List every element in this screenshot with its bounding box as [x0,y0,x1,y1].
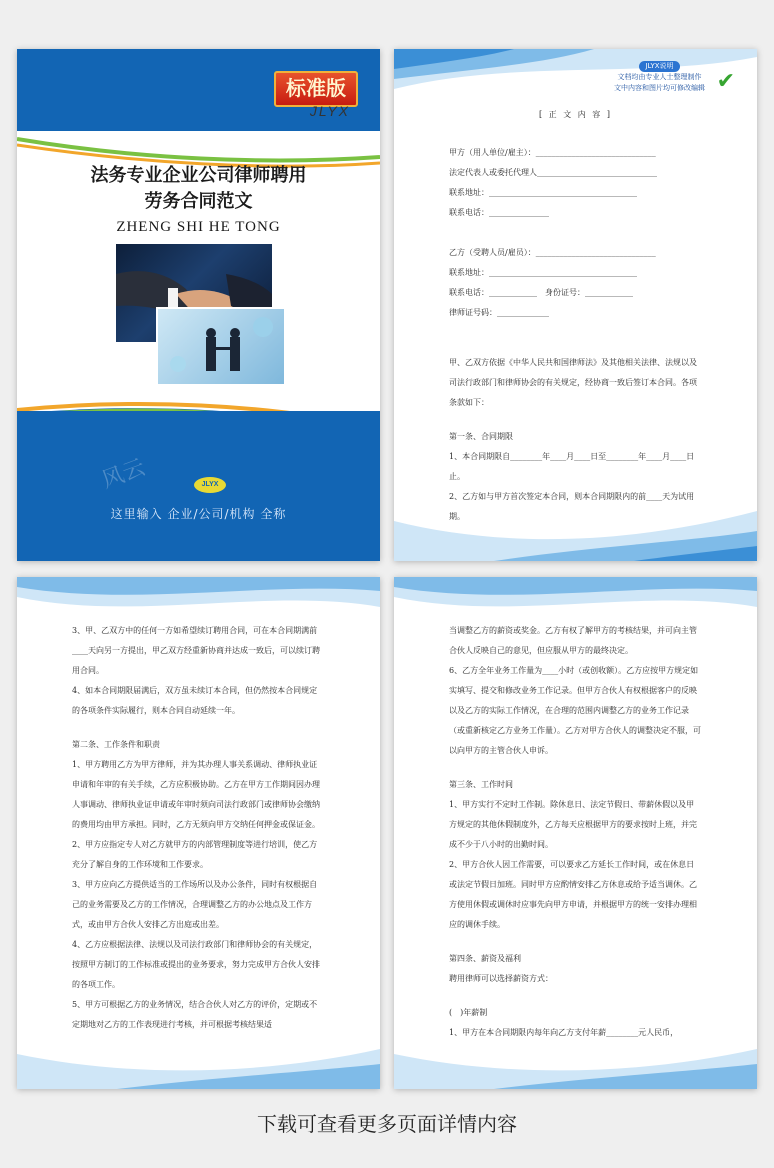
section-heading: 第一条、合同期限 [449,432,513,441]
clause: 2、甲方应指定专人对乙方就甲方的内部管理制度等进行培训，使乙方充分了解自身的工作环境和工作要求。 [72,840,318,869]
clause: 5、甲方可根据乙方的业务情况，结合合伙人对乙方的评价，定期或不定期地对乙方的工作表现进行考核，并可根据考核结果适 [72,1000,318,1029]
note-line1: 文档均由专业人士整理制作 [617,73,702,81]
note-line2: 文中内容和图片均可修改编辑 [614,84,705,92]
clause: 3、甲、乙双方中的任何一方如希望续订聘用合同，可在本合同期满前____天向另一方提出，甲乙双方经重新协商并达成一致后，可以续订聘用合同。 [72,626,320,675]
cover-title-line2: 劳务合同范文 [144,191,253,212]
party-b-line: 律师证号码：_____________ [449,308,549,317]
bottom-wave-decoration [394,491,757,561]
badge-subtitle: JLYX [309,103,350,119]
party-a-line: 联系电话：_______________ [449,208,549,217]
party-b-line: 联系电话：____________ 身份证号：____________ [449,288,633,297]
party-a-line: 法定代表人或委托代理人______________________________ [449,168,657,177]
business-people-photo [156,307,286,386]
salary-intro: 聘用律师可以选择薪资方式： [449,974,553,983]
bottom-wave-decoration [17,1019,380,1089]
check-icon: ✔ [716,69,735,94]
clause: 3、甲方应向乙方提供适当的工作场所以及办公条件，同时有权根据自己的业务需要及乙方的工作情况，合理调整乙方的办公地点及工作方式，或由甲方合伙人安排乙方出庭或出差。 [72,880,318,929]
page2-body [449,105,702,527]
document-note [614,61,705,94]
clause: 4、乙方应根据法律、法规以及司法行政部门和律师协会的有关规定，按照甲方制订的工作标准或提出的业务要求，努力完成甲方合伙人安排的各项工作。 [72,940,320,989]
clause: 当调整乙方的薪资或奖金。乙方有权了解甲方的考核结果，并可向主管合伙人反映自己的意见，但应服从甲方的最终决定。 [449,626,697,655]
note-pill: JLYX说明 [639,61,679,72]
cover-title-line1: 法务专业企业公司律师聘用 [90,165,307,186]
body-header: [ 正 文 内 容 ] [539,110,612,119]
party-b-line: 乙方（受聘人员/雇员）：______________________________ [449,248,656,257]
company-logo: JLYX [194,477,226,493]
clause: 1、本合同期限自________年____月____日至________年____月____日止。 [449,452,695,481]
clause: 1、甲方聘用乙方为甲方律师，并为其办理人事关系调动、律师执业证申请和年审的有关手续，乙方应积极协助。乙方在甲方工作期间因办理人事调动、律师执业证申请或年审时须向司法行政部门或律师协会缴纳的费用均由甲方承担。同时，乙方无须向甲方交纳任何押金或保证金。 [72,760,320,829]
clause: 4、如本合同期限届满后，双方虽未续订本合同，但仍然按本合同规定的各项条件实际履行，则本合同自动延续一年。 [72,686,318,715]
party-b-line: 联系地址：_____________________________________ [449,268,637,277]
page4-body [449,621,702,1043]
clause: 1、甲方在本合同期限内每年向乙方支付年薪________元人民币， [449,1028,679,1037]
cover-title-english: ZHENG SHI HE TONG [116,219,281,235]
party-a-line: 甲方（用人单位/雇主）：______________________________ [449,148,656,157]
edition-badge: 标准版 [274,71,358,107]
cover-page [17,49,380,561]
clause: 6、乙方全年业务工作量为____小时（或创收额）。乙方应按甲方规定如实填写、提交和修改业务工作记录。但甲方合伙人有权根据客户的反映以及乙方的实际工作情况，在合理的范围内调整乙方的业务工作记录（或重新核定乙方业务工作量）。乙方对甲方合伙人的调整决定不服，可以向甲方的主管合伙人申诉。 [449,666,701,755]
company-name-placeholder: 这里输入 企业/公司/机构 全称 [110,507,287,521]
clause: 1、甲方实行不定时工作制。除休息日、法定节假日、带薪休假以及甲方规定的其他休假制度外，乙方每天应根据甲方的要求按时上班，并完成不少于八小时的出勤时间。 [449,800,697,849]
clause: 2、乙方如与甲方首次签定本合同，则本合同期限内的前____天为试用期。 [449,492,695,521]
contract-page-2 [17,577,380,1089]
intro-paragraph: 甲、乙双方依据《中华人民共和国律师法》及其他相关法律、法规以及司法行政部门和律师协会的有关规定，经协商一致后签订本合同。各项条款如下： [449,358,697,407]
download-prompt[interactable]: 下载可查看更多页面详情内容 [257,1112,517,1136]
watermark: 风云 [98,455,149,494]
party-a-line: 联系地址：_____________________________________ [449,188,637,197]
page3-body [72,621,325,1035]
section-heading: 第二条、工作条件和职责 [72,740,160,749]
section-heading: 第三条、工作时间 [449,780,513,789]
contract-page-1 [394,49,757,561]
clause: 2、甲方合伙人因工作需要，可以要求乙方延长工作时间，或在休息日或法定节假日加班。同时甲方应酌情安排乙方休息或给予适当调休。乙方使用休假或调休时应事先向甲方申请，并根据甲方的统一安排办理相应的调休手续。 [449,860,697,929]
bottom-wave-decoration [394,1019,757,1089]
salary-type: ( )年薪制 [449,1008,488,1017]
contract-page-3 [394,577,757,1089]
section-heading: 第四条、薪资及福利 [449,954,521,963]
